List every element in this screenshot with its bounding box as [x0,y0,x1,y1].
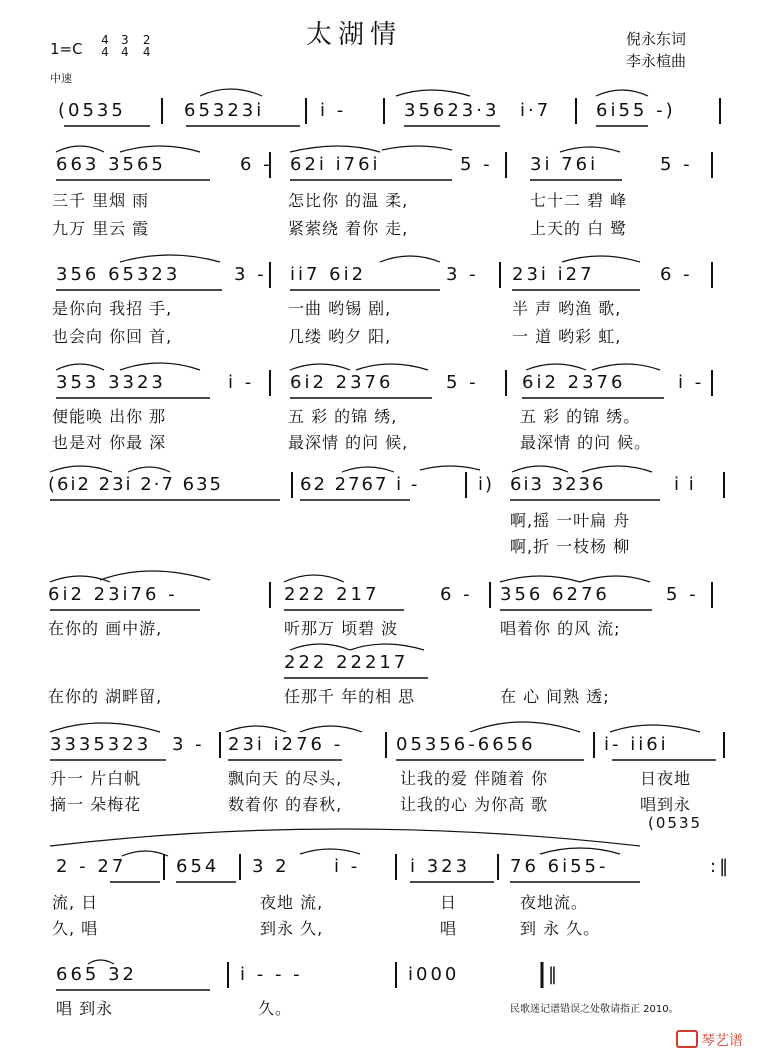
slur [122,851,168,856]
music-seg: 353 3323 [56,372,166,393]
lyric-seg: 一 道 哟彩 虹, [512,327,622,346]
time-sig-2: 3 4 [121,33,129,59]
lyric-seg: 在 心 间熟 透; [500,687,610,706]
slur [128,467,170,472]
lyric-seg: 九万 里云 霞 [52,219,150,238]
slur [562,256,640,262]
music-seg: (0535 [58,100,126,121]
lyric-seg: 数着你 的春秋, [228,795,343,814]
music-seg: (0535 [648,814,703,832]
slur [596,90,648,96]
footer-note: 民歌迷记谱错误之处敬请指正 2010。 [510,1004,679,1015]
slur [470,722,580,732]
slur [284,575,344,582]
lyric-seg: 唱到永 [640,795,692,814]
music-seg: i - [320,100,347,121]
slur [396,90,470,96]
music-seg: i·7 [520,100,552,121]
music-seg: 65323i [184,100,265,121]
lyric-seg: 唱着你 的风 流; [500,619,621,638]
slur [350,644,424,650]
slur [290,364,350,370]
music-seg: 05356-6656 [396,734,536,755]
music-seg: 663 3565 [56,154,166,175]
slur [50,576,110,582]
slur [56,146,104,152]
music-seg: i i [674,474,696,495]
lyric-seg: 最深情 的问 候。 [520,433,652,452]
slur [356,364,428,370]
slur [200,89,262,96]
lyric-seg: 也是对 你最 深 [52,433,167,452]
lyric-seg: 半 声 哟渔 歌, [512,299,622,318]
music-seg: 356 6276 [500,584,610,605]
music-seg: :‖ [710,856,732,877]
lyric-seg: 让我的心 为你高 歌 [400,795,549,814]
slur [500,576,580,582]
music-seg: 356 65323 [56,264,181,285]
music-seg: 76 6i55- [510,856,609,877]
lyric-seg: 在你的 画中游, [48,619,163,638]
music-seg: i - [228,372,255,393]
lyric-seg: 日夜地 [640,769,692,788]
lyric-seg: 最深情 的问 候, [288,433,409,452]
music-seg: 5 - [666,584,699,605]
slur [226,726,286,732]
slur [540,848,620,854]
music-seg: 62i i76i [290,154,381,175]
tempo-marking: 中速 [50,72,72,85]
music-seg: 5 - [460,154,493,175]
slur [50,466,112,472]
slur [100,571,210,580]
slur [420,466,480,470]
lyric-seg: 在你的 湖畔留, [48,687,163,706]
music-seg: 6 - [440,584,473,605]
music-seg: 654 [176,856,220,877]
lyric-seg: 久, 唱 [52,919,99,938]
music-seg: 3335323 [50,734,152,755]
slur [382,146,452,150]
slur [610,725,700,732]
music-seg: 62 2767 i - [300,474,420,495]
lyric-seg: 上天的 白 鹭 [530,219,628,238]
music-seg: 6 - [240,154,273,175]
music-seg: i000 [408,964,460,985]
lyric-seg: 几缕 哟夕 阳, [288,327,392,346]
lyric-seg: 一曲 哟锡 剧, [288,299,392,318]
music-seg: 35623·3 [404,100,500,121]
slur [56,364,104,370]
lyric-seg: 七十二 碧 峰 [530,191,628,210]
slur [582,466,652,472]
lyric-seg: 让我的爱 伴随着 你 [400,769,549,788]
slur [300,849,360,854]
lyric-seg: 紧萦绕 着你 走, [288,219,409,238]
music-seg: 3i 76i [530,154,599,175]
slur [300,726,362,732]
music-seg: 3 - [446,264,479,285]
lyric-seg: 到 永 久。 [520,919,601,938]
music-seg: i - [678,372,705,393]
lyric-seg: 升一 片白帆 [50,769,142,788]
lyric-seg: 夜地 流, [260,893,324,912]
lyric-seg: 五 彩 的锦 绣。 [520,407,641,426]
slur [380,256,440,262]
song-title: 太湖情 [306,20,403,50]
slur [120,363,200,370]
slur [580,576,650,582]
music-seg: 5 - [660,154,693,175]
music-seg: i- ii6i [604,734,669,755]
music-seg: 6i2 23i76 - [48,584,178,605]
slurs [50,89,703,964]
lyric-seg: 便能唤 出你 那 [52,407,167,426]
lyric-seg: 飘向天 的尽头, [228,769,343,788]
music-seg: 3 - [172,734,205,755]
lyric-seg: 到永 久, [260,919,324,938]
music-seg: 665 32 [56,964,137,985]
lyric-seg: 流, 日 [52,893,99,912]
slur [560,147,620,152]
time-sig-1: 4 4 [101,33,109,59]
music-seg: ii7 6i2 [290,264,367,285]
music-seg: 6i2 2376 [522,372,626,393]
music-seg: 6i55 -) [596,100,676,121]
lyric-seg: 唱 [440,919,458,938]
lyric-seg: 三千 里烟 雨 [52,191,150,210]
slur [120,146,200,152]
music-seg: 5 - [446,372,479,393]
slur [290,146,380,152]
lyric-seg: 也会向 你回 首, [52,327,173,346]
music-seg: 3 2 [252,856,290,877]
lyric-seg: 摘一 朵梅花 [50,795,142,814]
lyric-seg: 五 彩 的锦 绣, [288,407,398,426]
music-seg: i) [478,474,495,495]
music-seg: ‖ [548,964,560,985]
music-seg: 6 - [660,264,693,285]
lyric-seg: 是你向 我招 手, [52,299,173,318]
slur [290,644,350,650]
music-seg: 6i3 3236 [510,474,606,495]
music-seg: 222 22217 [284,652,409,673]
music-seg: 3 - [234,264,267,285]
music-seg: i - - - [240,964,303,985]
music-seg: 23i i27 [512,264,595,285]
lyric-seg: 唱 到永 [56,999,114,1018]
slur [592,364,660,370]
slur [88,960,114,964]
lyric-seg: 夜地流。 [520,893,589,912]
music-seg: i 323 [410,856,471,877]
music-seg: 2 - 27 [56,856,127,877]
slur [50,723,160,732]
footer-logo: 琴艺谱 [676,1030,743,1050]
lyricist-credit: 倪永东词 [626,30,687,48]
key-signature: 1=C [50,40,83,58]
slur [512,466,568,472]
lyric-seg: 啊,折 一枝杨 柳 [510,537,631,556]
barlines [162,98,724,988]
music-seg: 6i2 2376 [290,372,394,393]
lyric-seg: 怎比你 的温 柔, [288,191,409,210]
lyric-seg: 日 [440,893,458,912]
slur [120,255,220,262]
lyric-seg: 啊,摇 一叶扁 舟 [510,511,631,530]
music-seg: (6i2 23i 2·7 635 [48,474,223,495]
time-sig-3: 2 4 [142,33,151,59]
lyric-seg: 听那万 顷碧 波 [284,619,399,638]
slur [526,364,586,370]
music-seg: i - [334,856,361,877]
composer-credit: 李永楦曲 [626,52,687,70]
lyric-seg: 久。 [258,999,293,1018]
music-seg: 23i i276 - [228,734,344,755]
slur [50,829,640,846]
lyric-seg: 任那千 年的相 思 [284,687,416,706]
slur [342,467,394,472]
music-seg: 222 217 [284,584,380,605]
